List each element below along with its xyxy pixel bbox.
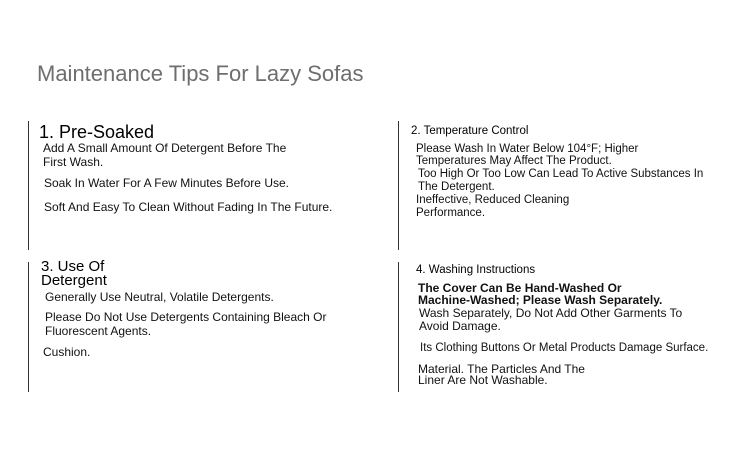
tip-text: Ineffective, Reduced Cleaning [416,194,570,206]
tip-text: Soak In Water For A Few Minutes Before Use. [44,176,289,190]
tip-text: Too High Or Too Low Can Lead To Active Substances In [418,168,704,180]
tip-text: Please Do Not Use Detergents Containing Bleach Or [45,310,327,324]
page-title: Maintenance Tips For Lazy Sofas [37,61,364,86]
divider-left-bottom [28,262,29,392]
tip-text: Liner Are Not Washable. [418,373,548,387]
tip-text: Machine-Washed; Please Wash Separately. [418,293,663,307]
tip-text: Performance. [416,207,486,219]
tip-text: Cushion. [43,345,91,359]
tip-text: Wash Separately, Do Not Add Other Garments To [419,306,683,320]
section-heading: Detergent [41,272,107,289]
tip-text: Fluorescent Agents. [45,324,152,338]
tip-text: Temperatures May Affect The Product. [416,155,612,167]
tip-text: The Cover Can Be Hand-Washed Or [418,281,622,295]
divider-right-top [398,121,399,250]
tip-text: Please Wash In Water Below 104°F; Higher [416,143,639,155]
tip-text: The Detergent. [418,181,495,193]
tip-text: Generally Use Neutral, Volatile Detergents. [45,290,274,304]
tip-text: Soft And Easy To Clean Without Fading In The Future. [44,200,333,214]
tip-text: Avoid Damage. [419,319,501,333]
section-heading: 2. Temperature Control [411,125,529,137]
tip-text: Its Clothing Buttons Or Metal Products Damage Surface. [420,342,709,354]
divider-right-bottom [398,262,399,392]
tip-text: First Wash. [43,155,104,169]
tip-text: Material. The Particles And The [418,362,585,376]
divider-left-top [28,121,29,250]
section-heading: 4. Washing Instructions [416,264,536,276]
section-heading: 1. Pre-Soaked [39,122,155,142]
tip-text: Add A Small Amount Of Detergent Before The [43,141,287,155]
section-heading: 3. Use Of [41,258,105,275]
